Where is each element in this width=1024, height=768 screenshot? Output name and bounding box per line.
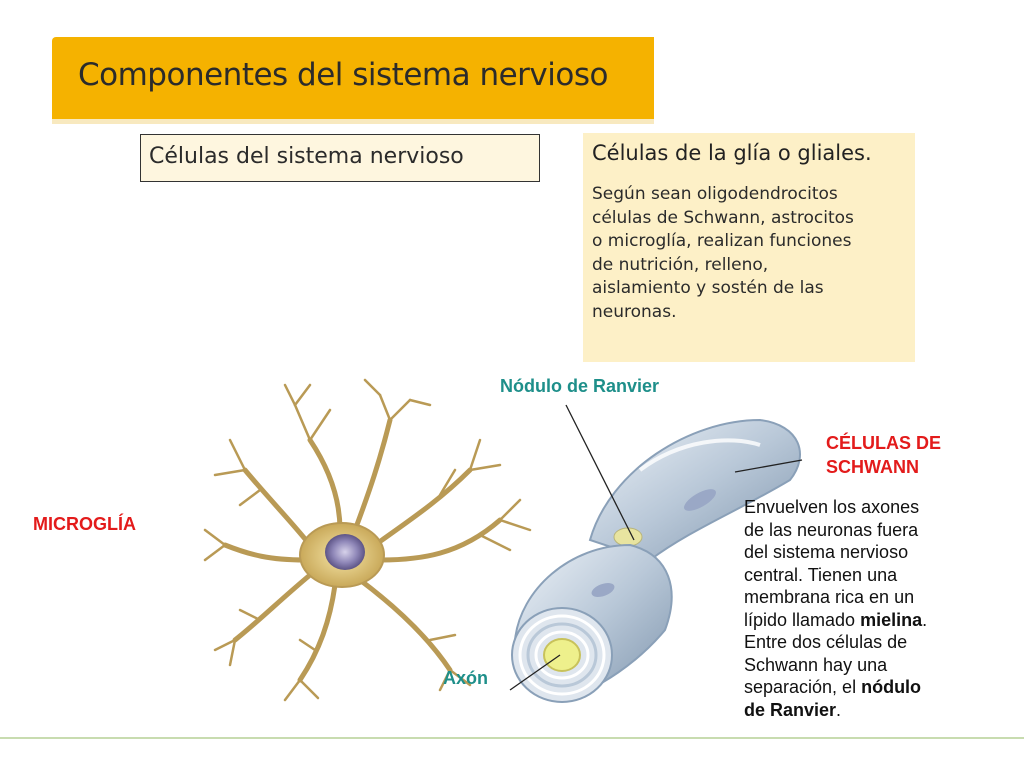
nodulo-ranvier-label: Nódulo de Ranvier — [500, 376, 660, 396]
desc-line: membrana rica en un — [744, 587, 915, 607]
desc-text: separación, el — [744, 677, 862, 697]
schwann-label-line: CÉLULAS DE — [826, 433, 942, 453]
desc-text: . — [836, 699, 842, 720]
glia-heading: Células de la glía o gliales. — [592, 141, 872, 165]
schwann-label-line: SCHWANN — [826, 457, 919, 477]
desc-line — [744, 609, 1014, 632]
schwann-description — [744, 496, 1014, 721]
ranvier-term: de Ranvier — [744, 699, 837, 720]
desc-line: Envuelven los axones — [744, 497, 920, 517]
glia-line: aislamiento y sostén de las — [592, 278, 824, 298]
glia-line: Según sean oligodendrocitos — [592, 184, 838, 204]
glia-line: neuronas. — [592, 301, 677, 322]
nodulo-term: nódulo — [861, 677, 922, 697]
glia-line: de nutrición, relleno, — [592, 254, 769, 275]
desc-line: del sistema nervioso — [744, 542, 909, 562]
mielina-term: mielina — [860, 609, 923, 630]
desc-line — [744, 676, 1014, 699]
desc-line: Schwann hay una — [744, 654, 888, 675]
glia-line: o microglía, realizan funciones — [592, 231, 852, 251]
glia-line: células de Schwann, astrocitos — [592, 207, 854, 228]
desc-text: . — [922, 609, 928, 630]
microglia-nucleus — [325, 534, 365, 570]
slide-title: Componentes del sistema nervioso — [78, 57, 608, 93]
microglia-label: MICROGLÍA — [33, 514, 136, 534]
axon-label: Axón — [443, 668, 488, 688]
footer-divider — [0, 737, 1024, 739]
desc-line: central. Tienen una — [744, 564, 898, 585]
desc-line: Entre dos células de — [744, 632, 908, 652]
desc-line — [744, 699, 1014, 722]
desc-line: de las neuronas fuera — [744, 519, 919, 540]
cells-label: Células del sistema nervioso — [149, 144, 464, 169]
schwann-cells-label — [826, 431, 986, 479]
desc-text: lípido llamado — [744, 609, 861, 630]
